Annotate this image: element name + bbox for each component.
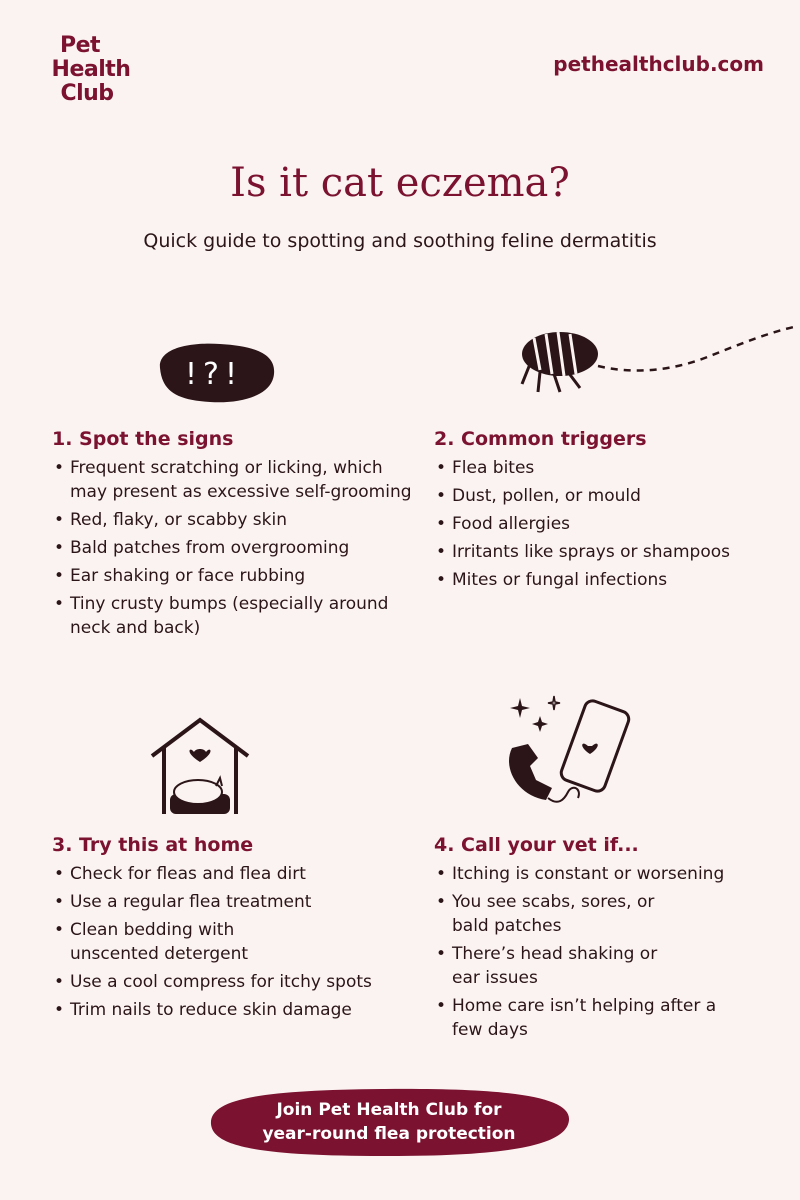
section-heading: 2. Common triggers [434,428,647,450]
list-item: • You see scabs, sores, or bald patches [434,890,682,938]
list-item: • Red, flaky, or scabby skin [52,508,412,532]
home-care-list [52,862,412,1022]
cta-line-2: year-round flea protection [262,1124,516,1144]
list-item: • Tiny crusty bumps (especially around neck and back) [52,592,412,640]
list-item: • Bald patches from overgrooming [52,536,412,560]
section-common-triggers [434,428,794,596]
page-subtitle: Quick guide to spotting and soothing feline dermatitis [143,230,657,252]
signs-list [52,456,412,640]
house-cat-icon [148,716,252,820]
list-item: • Flea bites [434,456,794,480]
list-item: • There’s head shaking or ear issues [434,942,682,990]
section-call-vet [434,834,794,1046]
list-item: • Ear shaking or face rubbing [52,564,412,588]
triggers-list [434,456,794,592]
list-item: • Trim nails to reduce skin damage [52,998,412,1022]
list-item: • Home care isn’t helping after a few days [434,994,732,1042]
question-bubble-icon [150,338,280,408]
call-vet-list [434,862,794,1042]
list-item: • Dust, pollen, or mould [434,484,794,508]
list-item: • Check for fleas and flea dirt [52,862,412,886]
section-home-care [52,834,412,1026]
list-item: • Clean bedding with unscented detergent [52,918,270,966]
site-link[interactable]: pethealthclub.com [553,52,764,76]
section-heading: 1. Spot the signs [52,428,234,450]
join-club-button[interactable] [205,1084,573,1160]
list-item: • Food allergies [434,512,794,536]
list-item: • Frequent scratching or licking, which may present as excessive self-grooming [52,456,412,504]
cta-label [205,1098,573,1146]
list-item: • Itching is constant or worsening [434,862,794,886]
cta-line-1: Join Pet Health Club for [276,1100,502,1120]
logo-line-3: Club [60,81,114,106]
section-heading: 4. Call your vet if... [434,834,639,856]
section-spot-signs [52,428,412,644]
question-marks-text: !?! [185,357,243,392]
phone-call-icon [498,688,638,818]
section-heading: 3. Try this at home [52,834,254,856]
page-title: Is it cat eczema? [230,160,570,206]
logo-line-1: Pet [59,33,101,58]
brand-logo[interactable] [36,34,146,106]
list-item: • Irritants like sprays or shampoos [434,540,794,564]
list-item: • Use a regular flea treatment [52,890,412,914]
list-item: • Mites or fungal infections [434,568,794,592]
flea-icon [510,318,800,398]
logo-line-2: Health [51,57,131,82]
list-item: • Use a cool compress for itchy spots [52,970,412,994]
